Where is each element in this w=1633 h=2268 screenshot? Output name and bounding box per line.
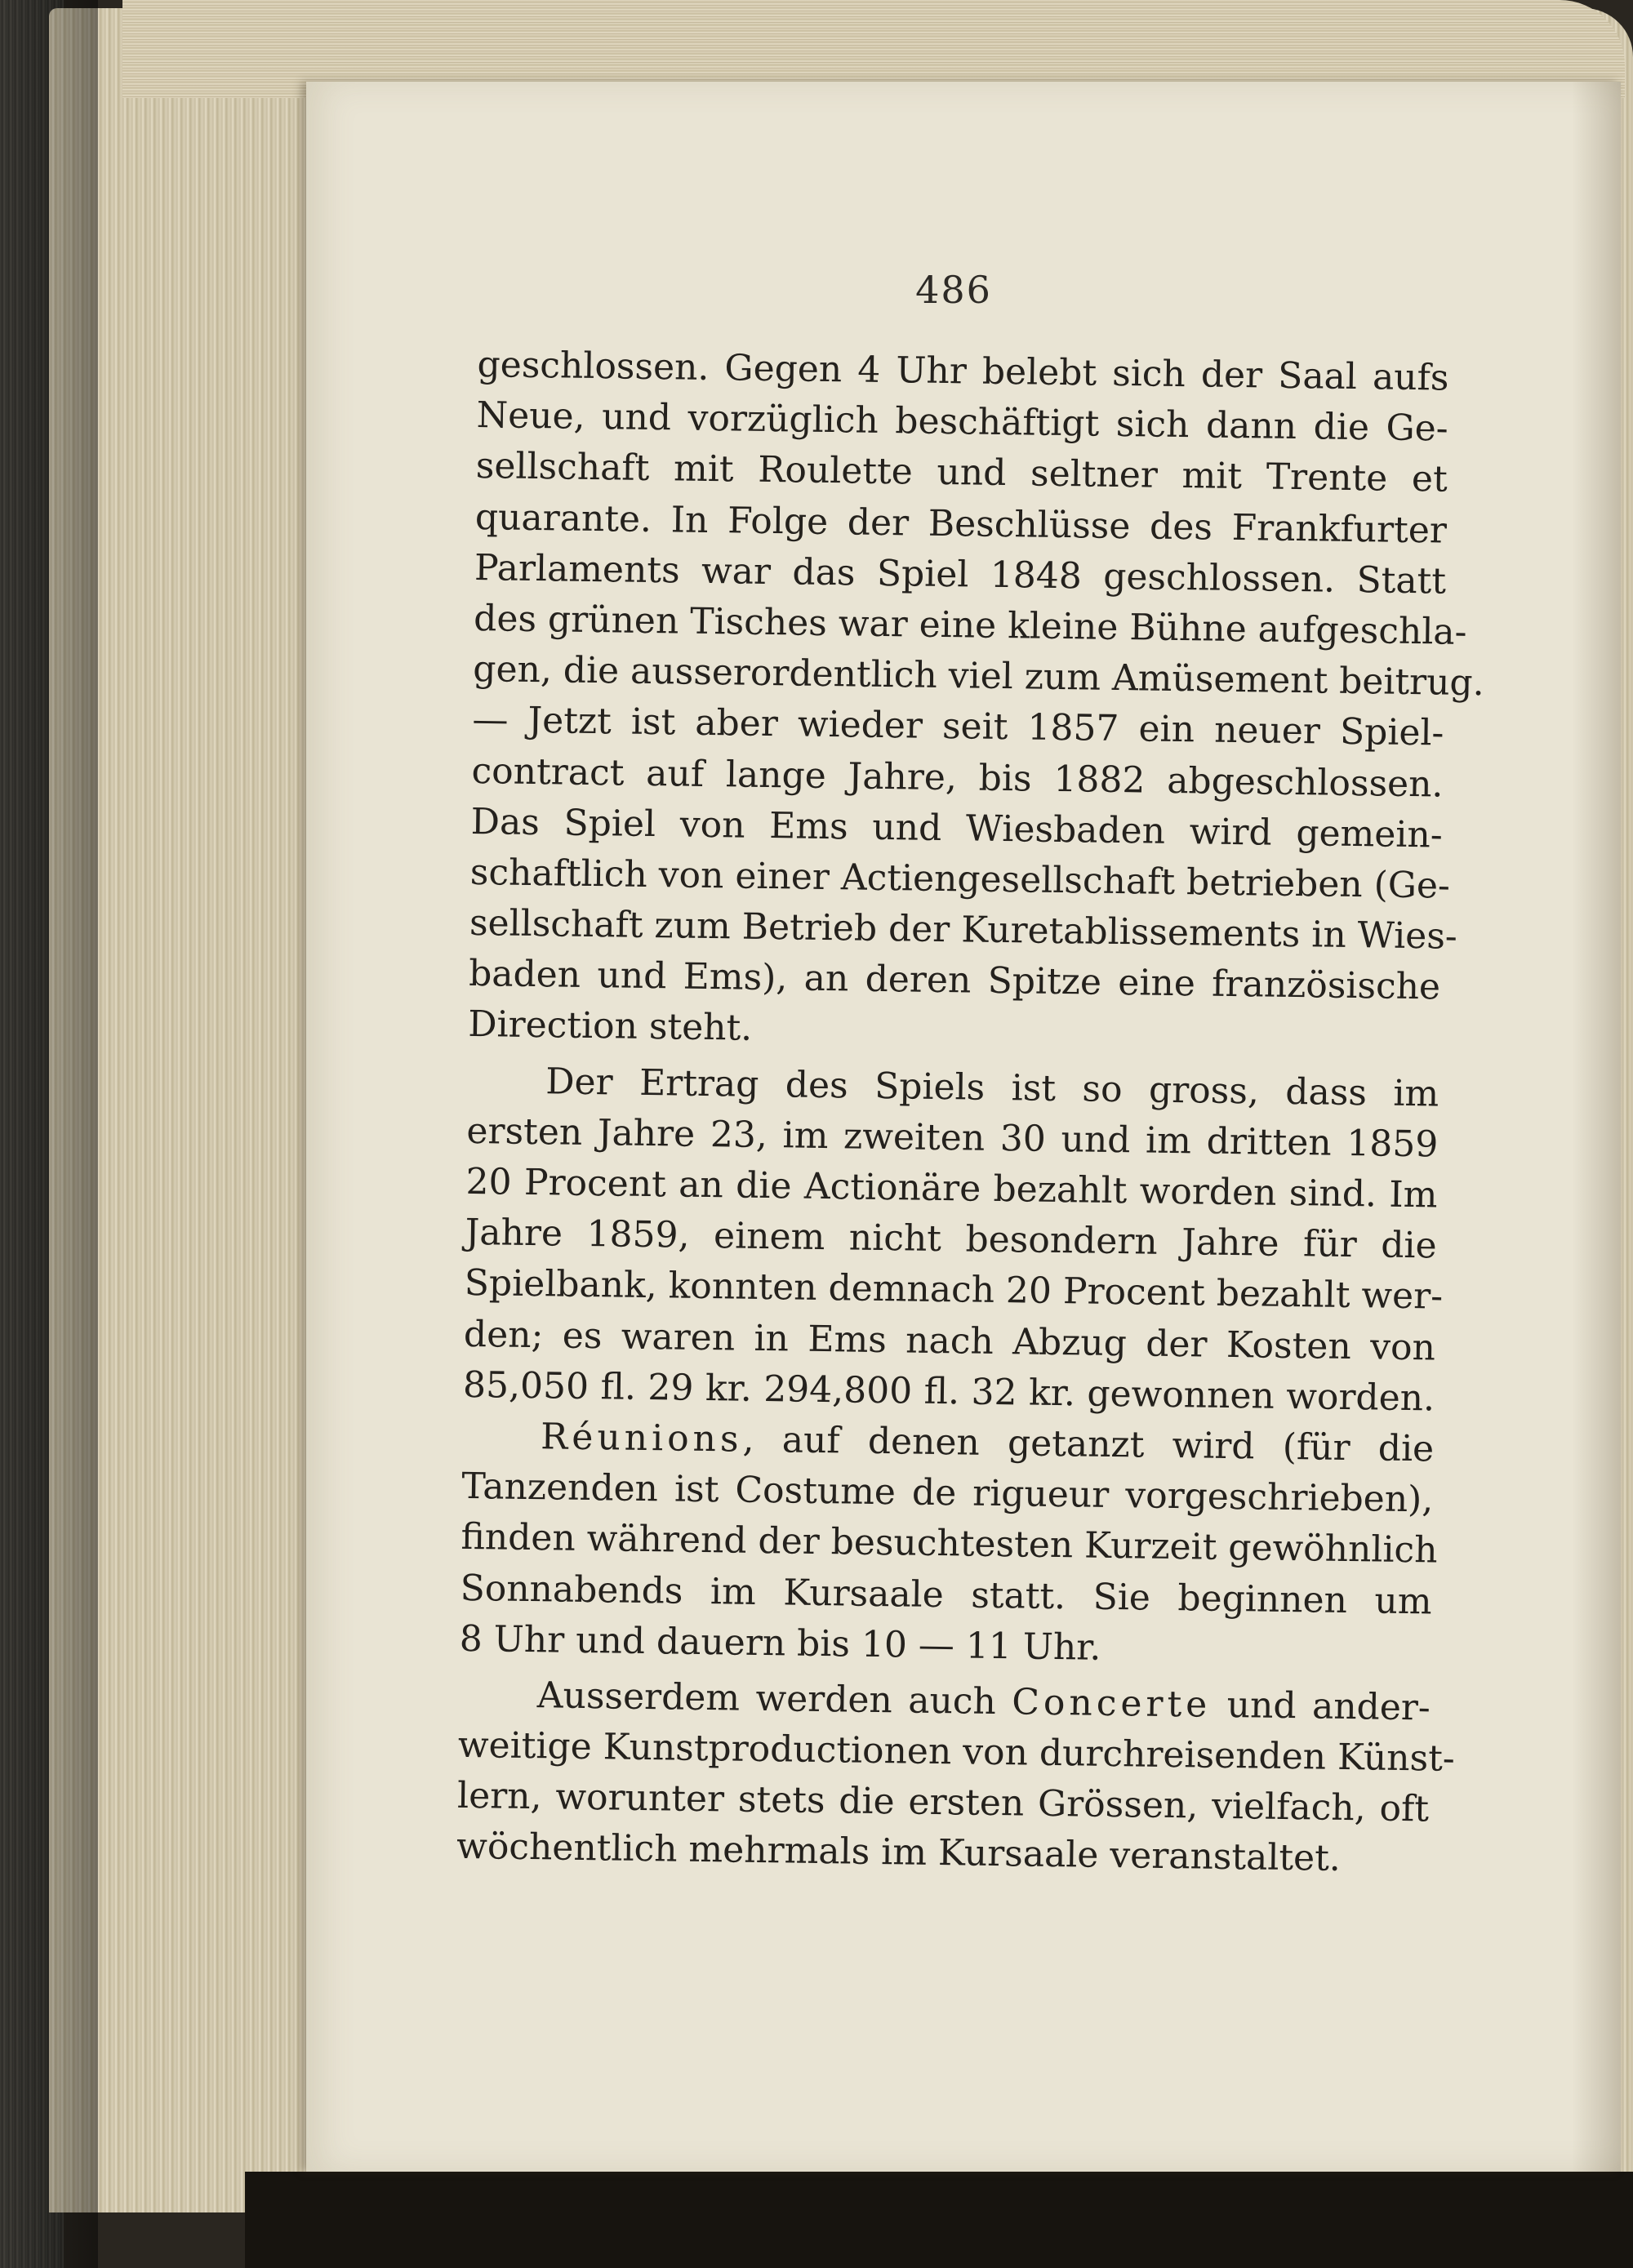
text-line: Das Spiel von Ems und Wiesbaden wird gemein- (470, 800, 1443, 856)
text-line: Sonnabends im Kursaale statt. Sie beginnen um (460, 1567, 1432, 1622)
text-line: Neue, und vorzüglich beschäftigt sich dann die Ge- (476, 394, 1448, 450)
spaced-term: Réunions (540, 1416, 743, 1461)
text-line: schaftlich von einer Actiengesellschaft betrieben (Ge- (469, 851, 1451, 907)
text-line: quarante. In Folge der Beschlüsse des Frankfurter (474, 496, 1448, 552)
book-page (306, 82, 1621, 2172)
text-line: Parlaments war das Spiel 1848 geschlossen. Statt (474, 546, 1447, 603)
text-line: Jahre 1859, einem nicht besondern Jahre für die (465, 1212, 1437, 1267)
spaced-term: Concerte (1011, 1681, 1212, 1726)
text-line: lern, worunter stets die ersten Grössen, vielfach, oft (456, 1775, 1430, 1830)
text-line: Tanzenden ist Costume de rigueur vorgeschrieben), (461, 1465, 1434, 1521)
paragraph-2 (462, 1056, 1444, 1425)
text-line: contract auf lange Jahre, bis 1882 abgeschlossen. (471, 749, 1444, 806)
text-line: Direction steht. (467, 1003, 753, 1050)
body-text (456, 340, 1485, 1886)
text-line: den; es waren in Ems nach Abzug der Kosten von (463, 1313, 1436, 1369)
text-line: Ausserdem werden auch Concerte und ander- (536, 1674, 1431, 1729)
text-line: 20 Procent an die Actionäre bezahlt worden sind. Im (465, 1160, 1438, 1216)
text-line: — Jetzt ist aber wieder seit 1857 ein neuer Spiel- (472, 699, 1444, 754)
paragraph-1 (467, 340, 1485, 1064)
text-line: gen, die ausserordentlich viel zum Amüsement beitrug. (473, 648, 1485, 705)
text-line: des grünen Tisches war eine kleine Bühne aufgeschla- (473, 597, 1467, 653)
text-line: ersten Jahre 23, im zweiten 30 und im dritten 1859 (466, 1110, 1439, 1166)
text-line: 8 Uhr und dauern bis 10 — 11 Uhr. (459, 1617, 1101, 1669)
text-line: Spielbank, konnten demnach 20 Procent bezahlt wer- (464, 1262, 1444, 1318)
text-line: finden während der besuchtesten Kurzeit gewöhnlich (461, 1516, 1438, 1572)
text-line: baden und Ems), an deren Spitze eine französische (468, 953, 1441, 1008)
text-line: weitige Kunstproductionen von durchreisenden Künst- (457, 1723, 1456, 1780)
paragraph-3 (459, 1411, 1438, 1679)
text-line: Der Ertrag des Spiels ist so gross, dass im (545, 1060, 1439, 1115)
text-line: wöchentlich mehrmals im Kursaale veranstaltet. (456, 1826, 1342, 1880)
text-line: geschlossen. Gegen 4 Uhr belebt sich der Saal aufs (477, 343, 1449, 399)
text-line: 85,050 fl. 29 kr. 294,800 fl. 32 kr. gewonnen worden. (462, 1363, 1435, 1420)
paragraph-4 (456, 1670, 1456, 1886)
text-line: sellschaft zum Betrieb der Kuretablissements in Wies- (469, 901, 1458, 958)
text-line: sellschaft mit Roulette und seltner mit Trente et (475, 445, 1448, 500)
text-line: Réunions, auf denen getanzt wird (für die (540, 1416, 1435, 1470)
page-number: 486 (915, 268, 992, 312)
